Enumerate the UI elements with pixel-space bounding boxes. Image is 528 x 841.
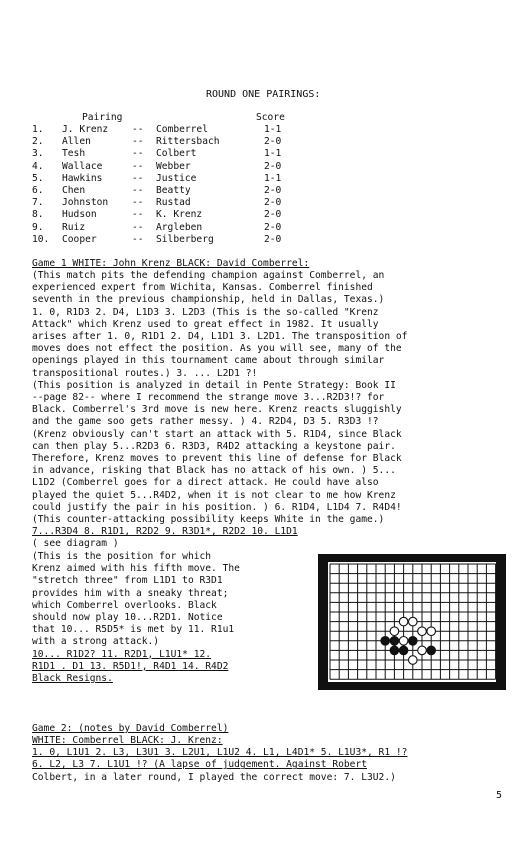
game1-line: played the quiet 5...R4D2, when it is not clear to me how Krenz [32, 489, 396, 501]
pairing-cell-dash: -- [132, 136, 144, 148]
score-header: Score [256, 112, 285, 123]
pairing-cell-a: Johnston [62, 197, 109, 209]
pairing-cell-s: 2-0 [264, 233, 282, 245]
pairing-cell-dash: -- [132, 209, 144, 221]
black-stone [390, 637, 399, 646]
pairing-cell-num: 7. [32, 197, 44, 209]
game1-line: (Krenz obviously can't start an attack with 5. R1D4, since Black [32, 428, 402, 440]
pairing-cell-s: 2-0 [264, 221, 282, 233]
page-number: 5 [495, 790, 502, 801]
pairing-cell-b: Justice [156, 172, 197, 184]
game1-line: could justify the pair in his position. ) 6. R1D4, L1D4 7. R4D4! [32, 501, 402, 513]
white-stone [409, 656, 418, 665]
game1-line: transpositional routes.) 3. ... L2D1 ?! [32, 367, 258, 379]
game1-line: and the game soo gets rather messy. ) 4. R2D4, D3 5. R3D3 !? [32, 416, 379, 428]
game1-line: moves does not effect the position. As you will see, many of the [32, 343, 402, 355]
pairing-cell-b: K. Krenz [156, 209, 203, 221]
game1-diagram-line: R1D1 . D1 13. R5D1!, R4D1 14. R4D2 [32, 660, 229, 672]
game1-diagram-line: 10... R1D2? 11. R2D1, L1U1* 12. [32, 648, 212, 660]
pairing-cell-b: Comberrel [156, 124, 208, 135]
game1-heading: Game 1 WHITE: John Krenz BLACK: David Comberrel: [32, 258, 310, 269]
white-stone [427, 627, 436, 636]
pairing-cell-dash: -- [132, 160, 144, 172]
pairing-cell-a: Tesh [62, 148, 86, 160]
game1-diagram-line: with a strong attack.) [32, 636, 160, 648]
black-stone [381, 637, 390, 646]
pairing-cell-b: Silberberg [156, 233, 214, 245]
game1-line: seventh in the previous championship, held in Dallas, Texas.) [32, 294, 385, 306]
pairing-cell-a: Hawkins [62, 172, 103, 184]
white-stone [409, 617, 418, 626]
white-stone [418, 646, 427, 655]
pairing-cell-a: Hudson [62, 209, 97, 221]
pairing-cell-s: 2-0 [264, 136, 282, 148]
game1-line: Black. Comberrel's 3rd move is new here. Krenz reacts sluggishly [32, 404, 402, 416]
pairing-cell-dash: -- [132, 197, 144, 209]
game1-line: L1D2 (Comberrel goes for a direct attack. He could have also [32, 477, 379, 489]
pairing-cell-b: Colbert [156, 148, 197, 160]
pairing-cell-b: Argleben [156, 221, 203, 233]
game1-diagram-line: that 10... R5D5* is met by 11. R1u1 [32, 624, 235, 636]
game1-line: in advance, risking that Black has no attack of his own. ) 5... [32, 465, 396, 477]
white-stone [418, 627, 427, 636]
pairing-cell-num: 3. [32, 148, 44, 160]
pairing-cell-s: 1-1 [264, 172, 282, 184]
black-stone [399, 646, 408, 655]
pairing-cell-s: 2-0 [264, 209, 282, 221]
black-stone [427, 646, 436, 655]
pairing-cell-num: 2. [32, 136, 44, 148]
game1-line: 1. 0, R1D3 2. D4, L1D3 3. L2D3 (This is the so-called "Krenz [32, 306, 379, 318]
pairing-cell-num: 5. [32, 172, 44, 184]
pairing-cell-num: 1. [32, 124, 44, 135]
pente-board-diagram [318, 554, 506, 690]
game1-line: 7...R3D4 8. R1D1, R2D2 9. R3D1*, R2D2 10. L1D1 [32, 526, 298, 538]
game1-line: experienced expert from Wichita, Kansas. Comberrel finished [32, 282, 373, 294]
pairing-cell-dash: -- [132, 185, 144, 196]
pairing-cell-s: 2-0 [264, 160, 282, 172]
game2-line: Colbert, in a later round, I played the correct move: 7. L3U2.) [32, 771, 396, 783]
pairing-cell-dash: -- [132, 172, 144, 184]
game1-line: --page 82-- where I recommend the strange move 3...R2D3!? for [32, 392, 385, 403]
game1-diagram-line: should now play 10...R2D1. Notice [32, 612, 223, 623]
pairing-cell-a: Allen [62, 136, 91, 148]
game1-line: (This counter-attacking possibility keeps White in the game.) [32, 514, 385, 525]
game1-diagram-line: Black Resigns. [32, 673, 113, 684]
pairing-cell-num: 8. [32, 209, 44, 221]
pairing-cell-num: 6. [32, 185, 44, 196]
game2-line: 6. L2, L3 7. L1U1 !? (A lapse of judgement. Against Robert [32, 759, 368, 771]
pairing-cell-b: Rustad [156, 197, 191, 209]
pairing-cell-a: Wallace [62, 160, 103, 172]
game1-diagram-line: which Comberrel overlooks. Black [32, 599, 217, 611]
pairing-cell-num: 9. [32, 221, 44, 233]
pairing-cell-s: 2-0 [264, 185, 282, 196]
pairing-cell-dash: -- [132, 124, 144, 135]
game2-line: 1. 0, L1U1 2. L3, L3U1 3. L2U1, L1U2 4. L1, L4D1* 5. L1U3*, R1 !? [32, 747, 408, 759]
pairing-cell-s: 2-0 [264, 197, 282, 209]
game1-diagram-line: Krenz aimed with his fifth move. The [32, 563, 240, 575]
pairing-cell-dash: -- [132, 148, 144, 160]
pairing-cell-num: 4. [32, 160, 44, 172]
pairing-cell-s: 1-1 [264, 148, 282, 160]
game1-diagram-line: "stretch three" from L1D1 to R3D1 [32, 575, 223, 587]
page-title: ROUND ONE PAIRINGS: [206, 89, 321, 100]
game2-heading: Game 2: (notes by David Comberrel) [32, 723, 229, 734]
black-stone [390, 646, 399, 655]
pairing-header: Pairing [82, 112, 123, 123]
game1-line: Therefore, Krenz moves to prevent this line of defense for Black [32, 453, 402, 464]
game1-line: arises after 1. 0, R1D1 2. D4, L1D1 3. L2D1. The transposition of [32, 331, 408, 342]
pairing-cell-num: 10. [32, 233, 50, 245]
game1-line: (This position is analyzed in detail in Pente Strategy: Book II [32, 379, 396, 391]
white-stone [399, 617, 408, 626]
game2-line: WHITE: Comberrel BLACK: J. Krenz: [32, 735, 223, 746]
pairing-cell-dash: -- [132, 221, 144, 233]
game1-line: ( see diagram ) [32, 538, 119, 550]
pairing-cell-b: Webber [156, 160, 191, 172]
pairing-cell-a: Ruiz [62, 221, 86, 233]
game1-line: Attack" which Krenz used to great effect in 1982. It usually [32, 318, 379, 330]
pairing-cell-a: Chen [62, 185, 86, 196]
game1-line: can then play 5...R2D3 6. R3D3, R4D2 attacking a keystone pair. [32, 440, 396, 452]
pairing-cell-a: J. Krenz [62, 124, 109, 135]
game1-diagram-line: (This is the position for which [32, 551, 212, 562]
pairing-cell-b: Beatty [156, 185, 191, 196]
pairing-cell-dash: -- [132, 233, 144, 245]
game1-line: openings played in this tournament came about through similar [32, 355, 385, 367]
black-stone [409, 637, 418, 646]
pairing-cell-b: Rittersbach [156, 136, 220, 148]
game1-line: (This match pits the defending champion against Comberrel, an [32, 270, 385, 281]
game1-diagram-line: provides him with a sneaky threat; [32, 587, 229, 599]
white-stone [399, 637, 408, 646]
white-stone [390, 627, 399, 636]
pairing-cell-s: 1-1 [264, 124, 282, 135]
pairing-cell-a: Cooper [62, 233, 97, 245]
